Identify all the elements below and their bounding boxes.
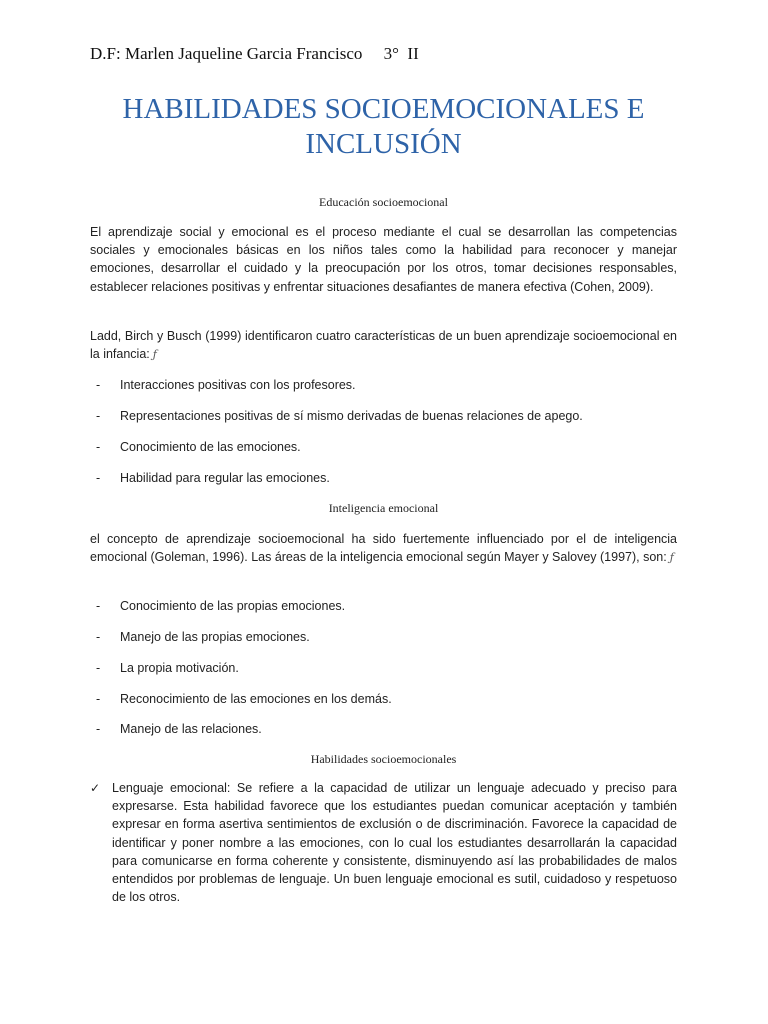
list-item-text: Representaciones positivas de sí mismo derivadas de buenas relaciones de apego. — [120, 409, 583, 423]
list-item-text: Conocimiento de las emociones. — [120, 440, 301, 454]
paragraph-ladd-birch-busch — [90, 327, 677, 364]
dash-bullet: - — [96, 378, 101, 392]
dash-bullet: - — [96, 471, 101, 485]
paragraph-ladd-text: Ladd, Birch y Busch (1999) identificaron cuatro características de un buen aprendizaje socioemocional en la infancia: — [90, 329, 677, 362]
dash-bullet: - — [96, 692, 101, 706]
dash-bullet: - — [96, 440, 101, 454]
function-marker-icon: ƒ — [669, 551, 674, 565]
author-line: D.F: Marlen Jaqueline Garcia Francisco 3° II — [90, 44, 419, 63]
list-item-text: Reconocimiento de las emociones en los demás. — [120, 692, 392, 706]
list-item-text: Habilidad para regular las emociones. — [120, 471, 330, 485]
list-item-text: La propia motivación. — [120, 661, 239, 675]
list-item-text: Manejo de las relaciones. — [120, 722, 262, 736]
title-line-1: HABILIDADES SOCIOEMOCIONALES E — [122, 93, 645, 125]
title-line-2: INCLUSIÓN — [305, 128, 462, 160]
dash-bullet: - — [96, 409, 101, 423]
list-item-text: Interacciones positivas con los profesores. — [120, 378, 356, 392]
list-item-text: Manejo de las propias emociones. — [120, 630, 310, 644]
paragraph-inteligencia-text: el concepto de aprendizaje socioemocional ha sido fuertemente influenciado por el de inteligencia emocional (Goleman, 1996). Las áreas de la inteligencia emocional según Mayer y Salovey (1997), son: — [90, 532, 677, 565]
function-marker-icon: ƒ — [152, 348, 157, 362]
page-title — [90, 92, 677, 162]
dash-bullet: - — [96, 599, 101, 613]
heading-inteligencia-emocional: Inteligencia emocional — [328, 501, 439, 515]
dash-bullet: - — [96, 722, 101, 736]
list-item-text: Conocimiento de las propias emociones. — [120, 599, 346, 613]
dash-bullet: - — [96, 630, 101, 644]
heading-educacion-socioemocional: Educación socioemocional — [319, 195, 448, 209]
paragraph-aprendizaje-social: El aprendizaje social y emocional es el proceso mediante el cual se desarrollan las competencias sociales y emocionales básicas en los niños tales como la habilidad para reconocer y manejar emociones, desarrollar el cuidado y la preocupación por los otros, tomar decisiones responsables, establecer relaciones positivas y enfrentar situaciones desafiantes de manera efectiva (Cohen, 2009). — [90, 225, 677, 294]
dash-bullet: - — [96, 661, 101, 675]
paragraph-inteligencia — [90, 530, 677, 567]
checkmark-icon: ✓ — [90, 781, 101, 795]
checklist-item — [90, 779, 677, 906]
checklist-item-text: Lenguaje emocional: Se refiere a la capacidad de utilizar un lenguaje adecuado y preciso para expresarse. Esta habilidad favorece que los estudiantes puedan comunicar aceptación y también expresar en forma asertiva sentimientos de exclusión o de discriminación. Favorece la capacidad de identificar y poner nombre a las emociones, con lo cual los estudiantes desarrollarán la capacidad para comunicarse en forma coherente y consistente, disminuyendo así las probabilidades de malos entendidos por problemas de lenguaje. Un buen lenguaje emocional es sutil, cuidadoso y respetuoso de los otros. — [112, 781, 677, 905]
heading-habilidades-socioemocionales: Habilidades socioemocionales — [310, 752, 457, 766]
